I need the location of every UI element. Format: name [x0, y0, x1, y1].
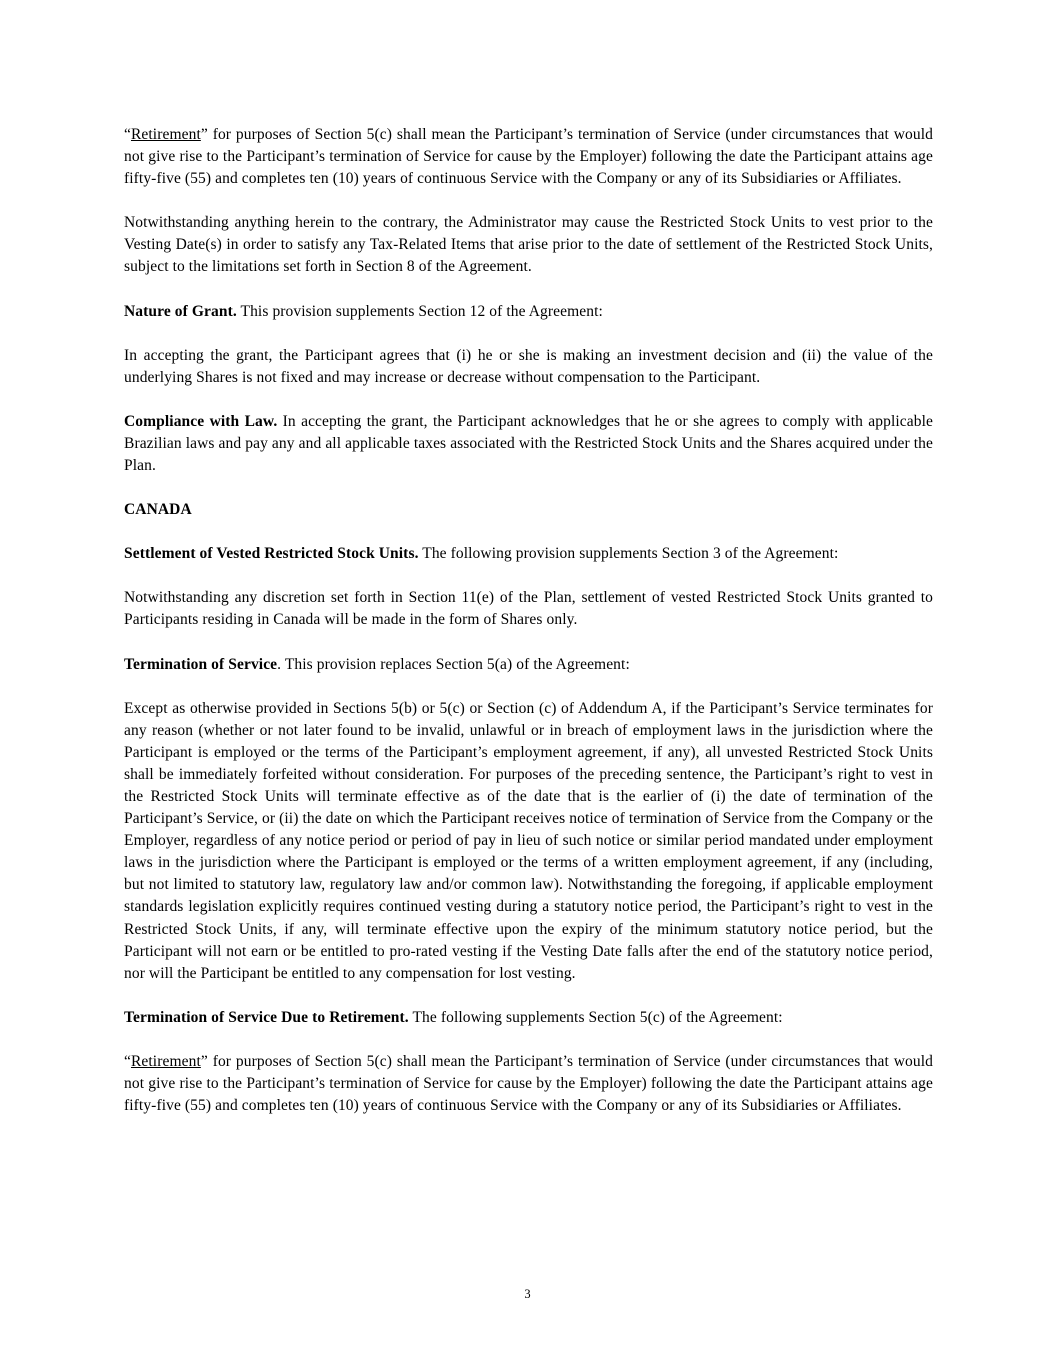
paragraph-retirement-definition	[124, 124, 933, 190]
heading-termination-of-service: Termination of Service	[124, 655, 278, 673]
paragraph-retirement-definition-2	[124, 1051, 933, 1117]
heading-nature-of-grant: Nature of Grant.	[124, 302, 237, 320]
underlined-term-retirement: Retirement	[130, 126, 201, 143]
paragraph-canada-shares-only	[124, 587, 933, 631]
paragraph-text: The following supplements Section 5(c) of the Agreement:	[408, 1008, 783, 1026]
heading-canada: CANADA	[124, 501, 192, 519]
paragraph-settlement-vested-rsu	[124, 543, 933, 565]
open-quote: “	[124, 126, 131, 143]
paragraph-text: ” for purposes of Section 5(c) shall mean the Participant’s termination of Service (under circumstances that would not give rise to the Participant’s termination of Service for cause by the Employer) following the date the Participant attains age fifty-five (55) and completes ten (10) years of continuous Service with the Company or any of its Subsidiaries or Affiliates.	[124, 126, 933, 188]
open-quote: “	[124, 1052, 131, 1070]
paragraph-compliance-with-law	[124, 411, 933, 477]
paragraph-text: The following provision supplements Section 3 of the Agreement:	[418, 545, 839, 563]
paragraph-text: Notwithstanding anything herein to the contrary, the Administrator may cause the Restricted Stock Units to vest prior to the Vesting Date(s) in order to satisfy any Tax-Related Items that arise prior to the date of settlement of the Restricted Stock Units, subject to the limitations set forth in Section 8 of the Agreement.	[124, 214, 933, 276]
paragraph-investment-decision	[124, 345, 933, 389]
paragraph-text: ” for purposes of Section 5(c) shall mean the Participant’s termination of Service (under circumstances that would not give rise to the Participant’s termination of Service for cause by the Employer) following the date the Participant attains age fifty-five (55) and completes ten (10) years of continuous Service with the Company or any of its Subsidiaries or Affiliates.	[124, 1052, 933, 1115]
paragraph-text: In accepting the grant, the Participant acknowledges that he or she agrees to comply with applicable Brazilian laws and pay any and all applicable taxes associated with the Restricted Stock Units and the Shares acquired under the Plan.	[124, 412, 933, 475]
heading-termination-due-retirement: Termination of Service Due to Retirement.	[124, 1008, 409, 1026]
page-number: 3	[524, 1287, 531, 1301]
heading-compliance-with-law: Compliance with Law.	[124, 412, 278, 430]
paragraph-termination-due-retirement	[124, 1007, 933, 1029]
paragraph-nature-of-grant	[124, 301, 933, 323]
paragraph-termination-of-service	[124, 654, 933, 676]
paragraph-text: Notwithstanding any discretion set forth in Section 11(e) of the Plan, settlement of vested Restricted Stock Units granted to Participants residing in Canada will be made in the form of Shares only.	[124, 589, 933, 629]
document-body	[124, 124, 933, 1139]
paragraph-text: Except as otherwise provided in Sections 5(b) or 5(c) or Section (c) of Addendum A, if the Participant’s Service terminates for any reason (whether or not later found to be invalid, unlawful or in breach of employment laws in the jurisdiction where the Participant is employed or the terms of the Participant’s employment agreement, if any), all unvested Restricted Stock Units shall be immediately forfeited without consideration. For purposes of the preceding sentence, the Participant’s right to vest in the Restricted Stock Units will terminate effective as of the date that is the earlier of (i) the date of termination of the Participant’s Service, or (ii) the date on which the Participant receives notice of termination of Service from the Company or the Employer, regardless of any notice period or period of pay in lieu of such notice or similar period mandated under employment laws in the jurisdiction where the Participant is employed or the terms of a written employment agreement, if any (including, but not limited to statutory law, regulatory law and/or common law). Notwithstanding the foregoing, if applicable employment standards legislation explicitly requires continued vesting during a statutory notice period, the Participant’s right to vest in the Restricted Stock Units, if any, will terminate effective upon the expiry of the minimum statutory notice period, but the Participant will not earn or be entitled to pro-rated vesting if the Vesting Date falls after the end of the statutory notice period, nor will the Participant be entitled to any compensation for lost vesting.	[124, 699, 933, 982]
paragraph-text: In accepting the grant, the Participant agrees that (i) he or she is making an investment decision and (ii) the value of the underlying Shares is not fixed and may increase or decrease without compensation to the Participant.	[124, 346, 933, 386]
underlined-term-retirement: Retirement	[130, 1052, 201, 1070]
paragraph-text: . This provision replaces Section 5(a) of the Agreement:	[277, 655, 630, 673]
heading-settlement-vested-rsu: Settlement of Vested Restricted Stock Units.	[124, 545, 419, 563]
paragraph-administrator-vesting	[124, 212, 933, 278]
paragraph-termination-details	[124, 698, 933, 985]
paragraph-text: This provision supplements Section 12 of the Agreement:	[236, 302, 603, 320]
